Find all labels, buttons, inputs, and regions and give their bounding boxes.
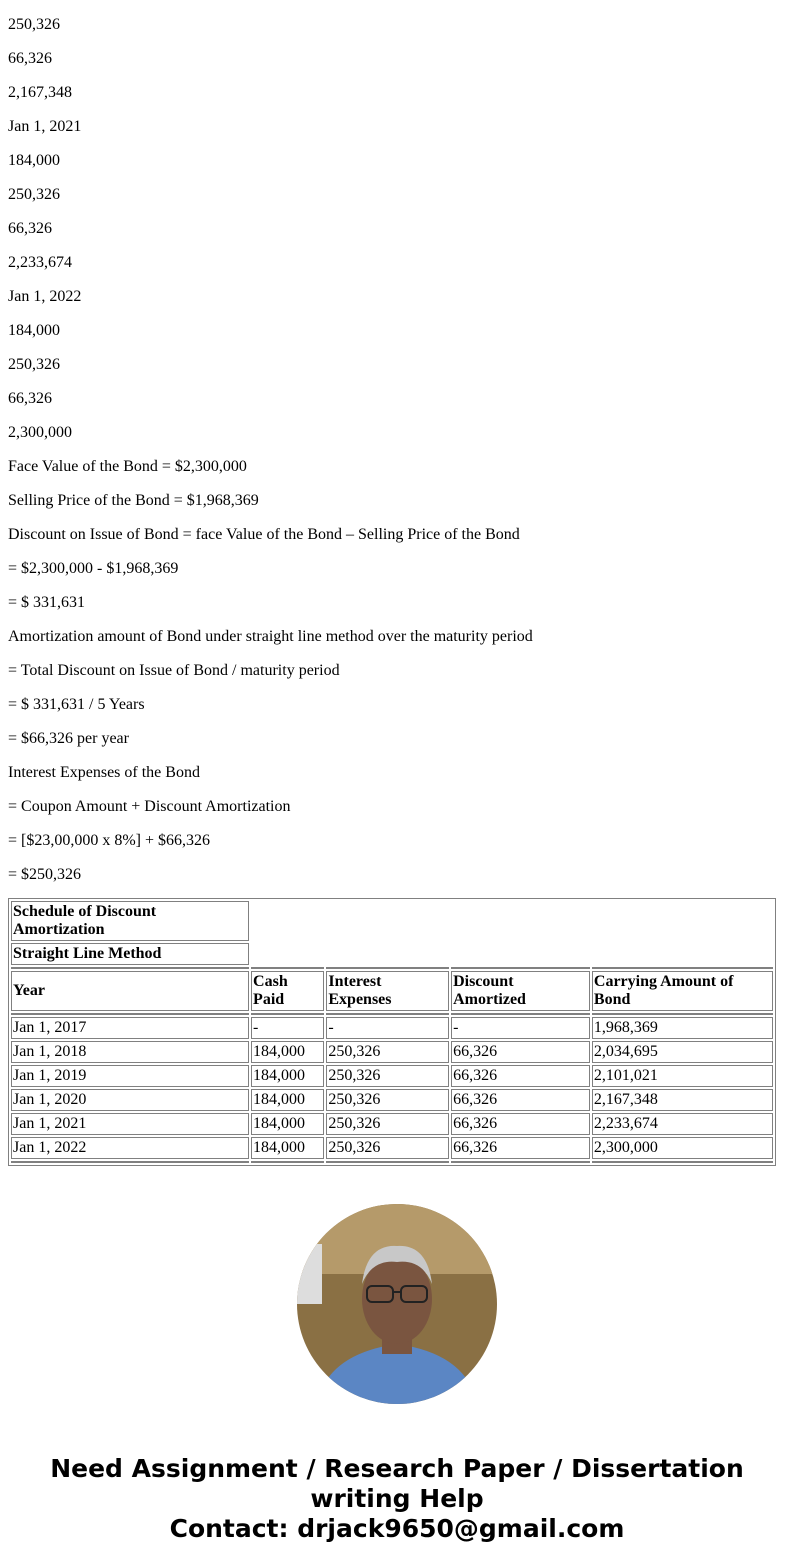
table-row bbox=[11, 1089, 773, 1111]
text-line: Face Value of the Bond = $2,300,000 bbox=[8, 458, 247, 475]
table-title bbox=[11, 901, 249, 941]
table-subtitle bbox=[11, 943, 249, 965]
table-cell: 250,326 bbox=[326, 1041, 449, 1063]
table-cell: 250,326 bbox=[326, 1065, 449, 1087]
text-line: 2,167,348 bbox=[8, 84, 72, 101]
table-cell: 250,326 bbox=[326, 1089, 449, 1111]
author-photo bbox=[297, 1204, 497, 1404]
footer-contact: Contact: drjack9650@gmail.com bbox=[169, 1514, 625, 1543]
text-line: = $66,326 per year bbox=[8, 730, 129, 747]
table-cell: 2,167,348 bbox=[592, 1089, 773, 1111]
table-cell: Jan 1, 2019 bbox=[11, 1065, 249, 1087]
table-cell: Jan 1, 2017 bbox=[11, 1017, 249, 1039]
text-line: = Total Discount on Issue of Bond / maturity period bbox=[8, 662, 340, 679]
amortization-schedule-table bbox=[8, 898, 776, 1166]
table-cell: 184,000 bbox=[251, 1113, 324, 1135]
table-cell: 66,326 bbox=[451, 1137, 590, 1159]
text-line: = $ 331,631 bbox=[8, 594, 86, 611]
text-line: Interest Expenses of the Bond bbox=[8, 764, 200, 781]
text-line: = $ 331,631 / 5 Years bbox=[8, 696, 145, 713]
contact-footer bbox=[8, 1454, 786, 1544]
table-cell: 66,326 bbox=[451, 1113, 590, 1135]
text-line: 66,326 bbox=[8, 220, 52, 237]
empty-cell bbox=[592, 967, 773, 969]
text-line: 66,326 bbox=[8, 50, 52, 67]
table-cell: 184,000 bbox=[251, 1041, 324, 1063]
table-cell: - bbox=[451, 1017, 590, 1039]
table-cell: 2,101,021 bbox=[592, 1065, 773, 1087]
table-cell: 2,300,000 bbox=[592, 1137, 773, 1159]
empty-cell bbox=[451, 1013, 590, 1015]
table-cell: Jan 1, 2022 bbox=[11, 1137, 249, 1159]
text-line: Amortization amount of Bond under straight line method over the maturity period bbox=[8, 628, 533, 645]
empty-cell bbox=[326, 1161, 449, 1163]
text-line: 250,326 bbox=[8, 186, 60, 203]
subtitle-row bbox=[11, 943, 773, 965]
header-row bbox=[11, 971, 773, 1011]
table-cell: - bbox=[251, 1017, 324, 1039]
column-header bbox=[251, 971, 324, 1011]
empty-cell bbox=[251, 1013, 324, 1015]
empty-cell bbox=[11, 1161, 249, 1163]
text-line: = Coupon Amount + Discount Amortization bbox=[8, 798, 291, 815]
column-header bbox=[451, 971, 590, 1011]
column-header-text: Year bbox=[13, 982, 45, 999]
table-cell: 250,326 bbox=[326, 1137, 449, 1159]
table-cell: 2,034,695 bbox=[592, 1041, 773, 1063]
empty-cell bbox=[451, 1161, 590, 1163]
column-header bbox=[326, 971, 449, 1011]
text-line: 184,000 bbox=[8, 322, 60, 339]
table-cell: 184,000 bbox=[251, 1065, 324, 1087]
empty-cell bbox=[251, 1161, 324, 1163]
table-cell: Jan 1, 2020 bbox=[11, 1089, 249, 1111]
table-row bbox=[11, 1017, 773, 1039]
table-cell: Jan 1, 2021 bbox=[11, 1113, 249, 1135]
spacer-row bbox=[11, 1013, 773, 1015]
table-subtitle-text: Straight Line Method bbox=[13, 945, 162, 962]
spacer-row bbox=[11, 1161, 773, 1163]
column-header-text: Interest Expenses bbox=[328, 973, 392, 1008]
column-header bbox=[592, 971, 773, 1011]
table-row bbox=[11, 1113, 773, 1135]
table-cell: 250,326 bbox=[326, 1113, 449, 1135]
text-line: = $250,326 bbox=[8, 866, 82, 883]
table-title-text: Schedule of Discount Amortization bbox=[13, 903, 157, 938]
column-header-text: Discount Amortized bbox=[453, 973, 526, 1008]
table-cell: 184,000 bbox=[251, 1089, 324, 1111]
column-header bbox=[11, 971, 249, 1011]
table-row bbox=[11, 1137, 773, 1159]
empty-cell bbox=[11, 1013, 249, 1015]
table-cell: 66,326 bbox=[451, 1041, 590, 1063]
empty-cell bbox=[11, 967, 249, 969]
column-header-text: Carrying Amount of Bond bbox=[593, 973, 734, 1008]
text-line: 2,300,000 bbox=[8, 424, 72, 441]
empty-cell bbox=[451, 967, 590, 969]
text-line: 66,326 bbox=[8, 390, 52, 407]
text-line: Discount on Issue of Bond = face Value of the Bond – Selling Price of the Bond bbox=[8, 526, 520, 543]
footer-tagline: Need Assignment / Research Paper / Dissertation writing Help bbox=[50, 1454, 744, 1513]
table-cell: Jan 1, 2018 bbox=[11, 1041, 249, 1063]
table-cell: 66,326 bbox=[451, 1089, 590, 1111]
table-cell: 1,968,369 bbox=[592, 1017, 773, 1039]
text-line: 2,233,674 bbox=[8, 254, 72, 271]
text-line: Jan 1, 2021 bbox=[8, 118, 82, 135]
text-line: = [$23,00,000 x 8%] + $66,326 bbox=[8, 832, 211, 849]
table-cell: 66,326 bbox=[451, 1065, 590, 1087]
table-row bbox=[11, 1041, 773, 1063]
table-cell: - bbox=[326, 1017, 449, 1039]
text-line: 184,000 bbox=[8, 152, 60, 169]
text-line: = $2,300,000 - $1,968,369 bbox=[8, 560, 179, 577]
column-header-text: Cash Paid bbox=[253, 973, 288, 1008]
empty-cell bbox=[592, 1161, 773, 1163]
table-row bbox=[11, 1065, 773, 1087]
solution-text bbox=[8, 16, 786, 884]
empty-cell bbox=[326, 1013, 449, 1015]
text-line: 250,326 bbox=[8, 356, 60, 373]
empty-cell bbox=[251, 967, 324, 969]
table-cell: 2,233,674 bbox=[592, 1113, 773, 1135]
empty-cell bbox=[592, 1013, 773, 1015]
title-row bbox=[11, 901, 773, 941]
text-line: 250,326 bbox=[8, 16, 60, 33]
table-cell: 184,000 bbox=[251, 1137, 324, 1159]
spacer-row bbox=[11, 967, 773, 969]
empty-cell bbox=[326, 967, 449, 969]
text-line: Selling Price of the Bond = $1,968,369 bbox=[8, 492, 259, 509]
text-line: Jan 1, 2022 bbox=[8, 288, 82, 305]
